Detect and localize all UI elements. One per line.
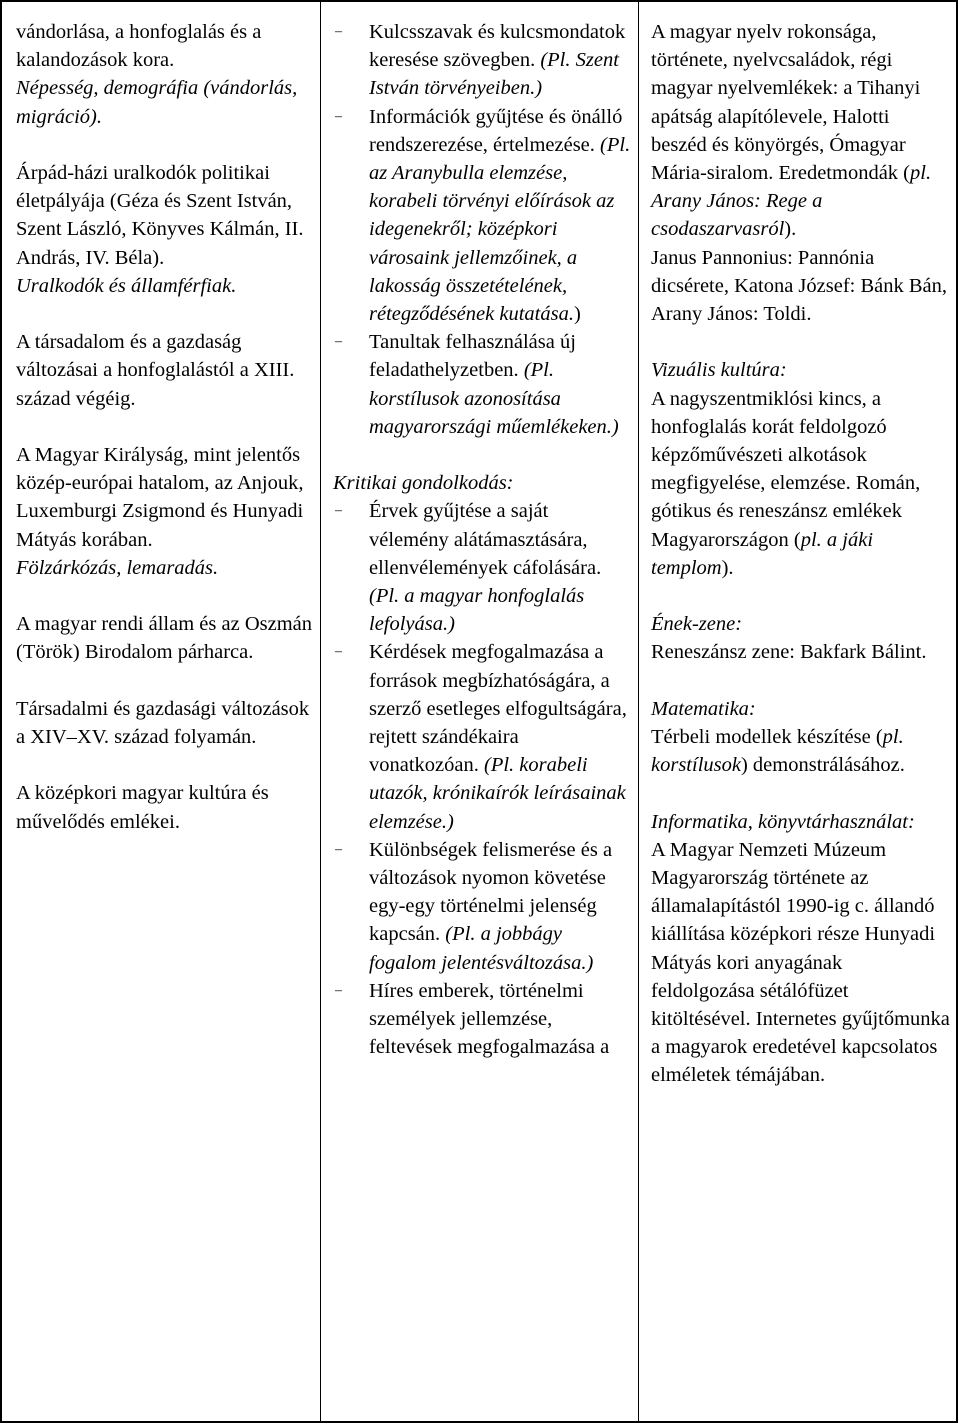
dash-bullet-icon: – — [335, 982, 342, 998]
italic-text: pl. a jáki templom — [651, 528, 874, 579]
italic-text: (Pl. az Aranybulla elemzése, korabeli törvényi előírások az idegenekről; középkori városaink jellemzőinek, a lakosság összetételének, rétegződésének kutatása. — [369, 133, 631, 326]
paragraph — [16, 159, 314, 272]
text-run: Érvek gyűjtése a saját vélemény alátámasztására, ellenvélemények cáfolására. — [369, 500, 602, 579]
paragraph — [16, 695, 314, 751]
italic-text: Ének-zene: — [651, 613, 743, 636]
text-run: Információk gyűjtése és önálló rendszerezése, értelmezése. — [369, 105, 623, 156]
dash-bullet-icon: – — [335, 503, 342, 519]
dash-bullet-icon: – — [335, 24, 342, 39]
paragraph — [16, 441, 314, 554]
text-run: Kérdések megfogalmazása a források megbízhatóságára, a szerző esetleges elfogultságára, rejtett szándékaira vonatkozóan. — [369, 641, 627, 777]
paragraph-spacer — [16, 300, 314, 328]
paragraph — [16, 610, 314, 666]
paragraph — [651, 385, 950, 582]
dash-bullet-icon: – — [335, 841, 342, 857]
italic-text: (Pl. Szent István törvényeiben.) — [369, 49, 619, 100]
text-run: A magyar nyelv rokonsága, története, nyelvcsaládok, régi magyar nyelvemlékek: a Tihanyi apátság alapítólevele, Halotti beszéd és könyörgés, Ómagyar Mária-siralom. Eredetmondák ( — [651, 21, 921, 185]
text-run: Reneszánsz zene: Bakfark Bálint. — [651, 641, 927, 664]
italic-text: Informatika, könyvtárhasználat: — [651, 810, 915, 833]
text-run: Híres emberek, történelmi személyek jellemzése, feltevések megfogalmazása a — [369, 979, 610, 1059]
italic-text: pl. Arany János: Rege a csodaszarvasról — [651, 162, 932, 241]
bullet-item — [333, 497, 632, 638]
column-connections — [639, 2, 956, 1421]
paragraph-spacer — [651, 667, 950, 695]
paragraph — [16, 779, 314, 835]
paragraph-spacer — [333, 441, 632, 469]
italic-text: Matematika: — [651, 697, 756, 720]
paragraph — [651, 356, 950, 384]
dash-bullet-icon: – — [335, 644, 342, 660]
paragraph-spacer — [651, 582, 950, 610]
text-run: A Magyar Királyság, mint jelentős közép-európai hatalom, az Anjouk, Luxemburgi Zsigmond és Hunyadi Mátyás korában. — [16, 444, 304, 551]
text-run: A nagyszentmiklósi kincs, a honfoglalás korát feldolgozó képzőművészeti alkotások megfigyelése, elemzése. Román, gótikus és reneszánsz emlékek Magyarországon ( — [651, 387, 921, 551]
text-run: A Magyar Nemzeti Múzeum Magyarország története az államalapítástól 1990-ig c. állandó kiállítása középkori része Hunyadi Mátyás kori anyagának feldolgozása sétálófüzet kitöltésével. Internetes gyűjtőmunka a magyarok eredetével kapcsolatos elméletek témájában. — [651, 838, 950, 1087]
paragraph-spacer — [16, 413, 314, 441]
paragraph-spacer — [16, 667, 314, 695]
paragraph — [651, 695, 950, 723]
column-skills — [321, 2, 639, 1421]
bullet-item — [333, 638, 632, 835]
text-run: A középkori magyar kultúra és művelődés emlékei. — [16, 782, 269, 833]
paragraph-spacer — [16, 582, 314, 610]
paragraph-spacer — [651, 779, 950, 807]
bullet-item — [333, 103, 632, 329]
text-run: ) — [573, 303, 581, 326]
text-run: Kulcsszavak és kulcsmondatok keresése szövegben. — [369, 21, 626, 72]
text-run: ). — [721, 556, 734, 579]
text-run: Társadalmi és gazdasági változások a XIV–XV. század folyamán. — [16, 697, 310, 748]
text-run: A társadalom és a gazdaság változásai a honfoglalástól a XIII. század végéig. — [16, 331, 295, 410]
dash-bullet-icon: – — [335, 334, 342, 350]
text-run: Janus Pannonius: Pannónia dicsérete, Katona József: Bánk Bán, Arany János: Toldi. — [651, 246, 948, 326]
italic-text: (Pl. korabeli utazók, krónikaírók leírásainak elemzése.) — [369, 754, 626, 833]
text-run: Különbségek felismerése és a változások nyomon követése egy-egy történelmi jelenség kapcsán. — [369, 838, 613, 946]
paragraph — [651, 723, 950, 779]
text-run: Tanultak felhasználása új feladathelyzetben. — [369, 331, 576, 382]
paragraph-spacer — [651, 328, 950, 356]
italic-text: Fölzárkózás, lemaradás. — [16, 556, 219, 579]
paragraph — [333, 469, 632, 497]
italic-text: (Pl. korstílusok azonosítása magyarországi műemlékeken.) — [369, 359, 619, 438]
text-run: Árpád-házi uralkodók politikai életpályája (Géza és Szent István, Szent László, Könyves Kálmán, II. András, IV. Béla). — [16, 162, 304, 269]
paragraph — [651, 18, 950, 244]
text-run: ). — [784, 218, 797, 241]
paragraph — [16, 272, 314, 300]
text-run: A magyar rendi állam és az Oszmán (Török) Birodalom párharca. — [16, 613, 312, 664]
paragraph — [651, 244, 950, 329]
italic-text: Uralkodók és államférfiak. — [16, 274, 237, 297]
dash-bullet-icon: – — [335, 108, 342, 124]
paragraph-spacer — [16, 751, 314, 779]
text-run: vándorlása, a honfoglalás és a kalandozások kora. — [16, 21, 262, 72]
bullet-item — [333, 836, 632, 977]
bullet-item — [333, 18, 632, 103]
paragraph — [16, 74, 314, 130]
paragraph — [651, 836, 950, 1090]
paragraph — [651, 638, 950, 666]
italic-text: Népesség, demográfia (vándorlás, migráció). — [16, 77, 298, 128]
paragraph — [16, 328, 314, 413]
paragraph — [16, 554, 314, 582]
italic-text: pl. korstílusok — [651, 726, 904, 777]
italic-text: Vizuális kultúra: — [651, 359, 787, 382]
paragraph — [651, 610, 950, 638]
italic-text: (Pl. a jobbágy fogalom jelentésváltozása.) — [369, 923, 594, 974]
text-run: ) demonstrálásához. — [740, 754, 905, 777]
italic-text: (Pl. a magyar honfoglalás lefolyása.) — [369, 585, 585, 636]
italic-text: Kritikai gondolkodás: — [333, 472, 514, 495]
text-run: Térbeli modellek készítése ( — [651, 726, 883, 749]
paragraph-spacer — [16, 131, 314, 159]
column-topics — [2, 2, 321, 1421]
bullet-item — [333, 328, 632, 441]
paragraph — [651, 808, 950, 836]
bullet-item — [333, 977, 632, 1062]
paragraph — [16, 18, 314, 74]
